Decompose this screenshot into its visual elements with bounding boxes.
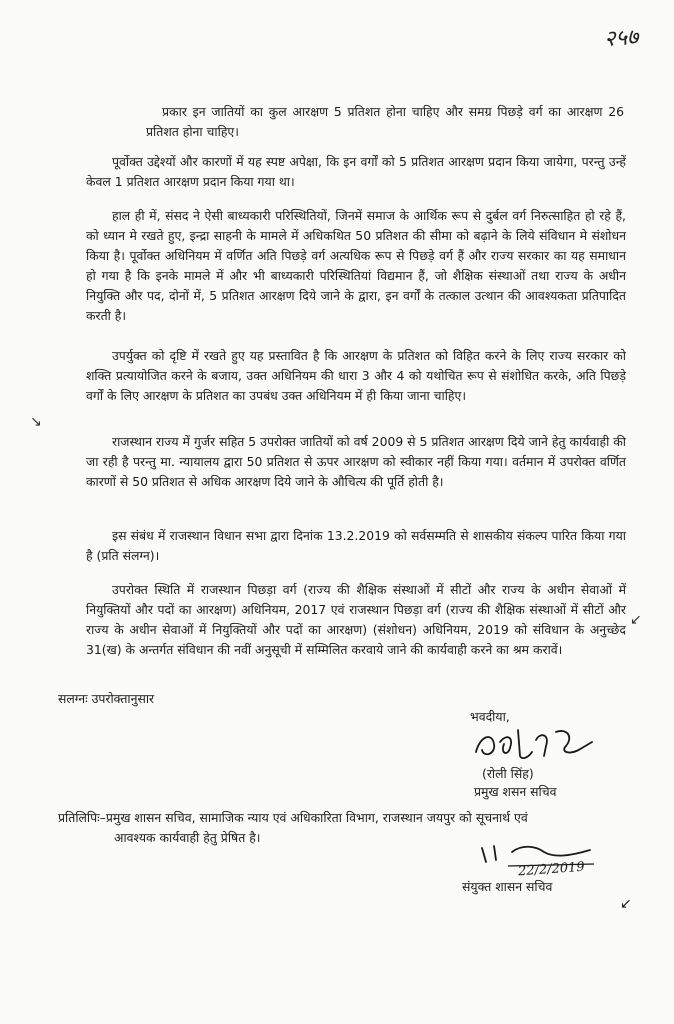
handwritten-date: 22/2/2019	[517, 859, 586, 880]
corner-mark: ↙	[620, 896, 632, 912]
signatory-name: (रोली सिंह)	[482, 766, 534, 781]
paragraph-7: उपरोक्त स्थिति में राजस्थान पिछड़ा वर्ग (राज्य की शैक्षिक संस्थाओं में सीटों और राज्य के अधीन सेवाओं में नियुक्तियों और पदों का आरक्षण) अधिनियम, 2017 एवं राजस्थान पिछड़ा वर्ग (राज्य की शैक्षिक संस्थाओं में सीटों और राज्य के अधीन सेवाओं में नियुक्तियों और पदों का आरक्षण) (संशोधन) अधिनियम, 2019 को संविधान के अनुच्छेद 31(ख) के अन्तर्गत संविधान की नवीं अनुसूची में सम्मिलित करवाये जाने की कार्यवाही करने का श्रम करावें।	[86, 582, 626, 657]
margin-arrow-mark-right: ↙	[630, 612, 642, 628]
margin-arrow-mark: ↘	[30, 414, 42, 430]
paragraph-6: इस संबंध में राजस्थान विधान सभा द्वारा दिनांक 13.2.2019 को सर्वसम्मति से शासकीय संकल्प पारित किया गया है (प्रति संलग्न)।	[86, 528, 626, 563]
handwritten-signature	[470, 722, 600, 766]
paragraph-1: प्रकार इन जातियों का कुल आरक्षण 5 प्रतिशत होना चाहिए और समग्र पिछड़े वर्ग का आरक्षण 26 प्रतिशत होना चाहिए।	[146, 104, 624, 139]
handwritten-page-number: २५७	[602, 24, 639, 53]
paragraph-3: हाल ही में, संसद ने ऐसी बाध्यकारी परिस्थितियों, जिनमें समाज के आर्थिक रूप से दुर्बल वर्ग निरुत्साहित हो रहे हैं, को ध्यान मे रखते हुए, इन्द्रा साहनी के मामले में अधिकथित 50 प्रतिशत की सीमा को बढ़ाने के लिये संविधान मे संशोधन किया है। पूर्वोक्त अधिनियम में वर्णित अति पिछड़े वर्ग अत्यधिक रूप से पिछड़े वर्ग हैं और राज्य सरकार का यह समाधान हो गया है कि इनके मामले में और भी बाध्यकारी परिस्थितियां विद्यमान हैं, जो शैक्षिक संस्थाओं तथा राज्य के अधीन नियुक्ति और पद, दोनों में, 5 प्रतिशत आरक्षण दिये जाने के द्वारा, इन वर्गों के तत्काल उत्थान की आवश्यकता प्रतिपादित करती है।	[86, 208, 626, 323]
copy-to-line-2: आवश्यक कार्यवाही हेतु प्रेषित है।	[114, 830, 261, 845]
enclosure-note: सलग्नः उपरोक्तानुसार	[58, 691, 155, 706]
joint-secretary-title: संयुक्त शासन सचिव	[462, 879, 553, 894]
copy-to-line-1: प्रतिलिपिः–प्रमुख शासन सचिव, सामाजिक न्याय एवं अधिकारिता विभाग, राजस्थान जयपुर को सूचनार्थ एवं	[58, 810, 528, 825]
signature-salutation: भवदीया,	[470, 709, 510, 724]
paragraph-2: पूर्वोक्त उद्देश्यों और कारणों में यह स्पष्ट अपेक्षा, कि इन वर्गों को 5 प्रतिशत आरक्षण प्रदान किया जायेगा, परन्तु उन्हें केवल 1 प्रतिशत आरक्षण प्रदान किया गया था।	[86, 154, 626, 189]
signatory-title: प्रमुख शसन सचिव	[474, 784, 557, 799]
paragraph-5: राजस्थान राज्य में गुर्जर सहित 5 उपरोक्त जातियों को वर्ष 2009 से 5 प्रतिशत आरक्षण दिये जाने हेतु कार्यवाही की जा रही है परन्तु मा. न्यायालय द्वारा 50 प्रतिशत से ऊपर आरक्षण को स्वीकार नहीं किया गया। वर्तमान में उपरोक्त वर्णित कारणों से 50 प्रतिशत से अधिक आरक्षण दिये जाने के औचित्य की पूर्ति होती है।	[86, 434, 626, 489]
paragraph-4: उपर्युक्त को दृष्टि में रखते हुए यह प्रस्तावित है कि आरक्षण के प्रतिशत को विहित करने के लिए राज्य सरकार को शक्ति प्रत्यायोजित करने के बजाय, उक्त अधिनियम की धारा 3 और 4 को यथोचित रूप से संशोधित करके, अति पिछड़े वर्गों के लिए आरक्षण के प्रतिशत का उपबंध उक्त अधिनियम में ही किया जाना चाहिए।	[86, 348, 626, 403]
